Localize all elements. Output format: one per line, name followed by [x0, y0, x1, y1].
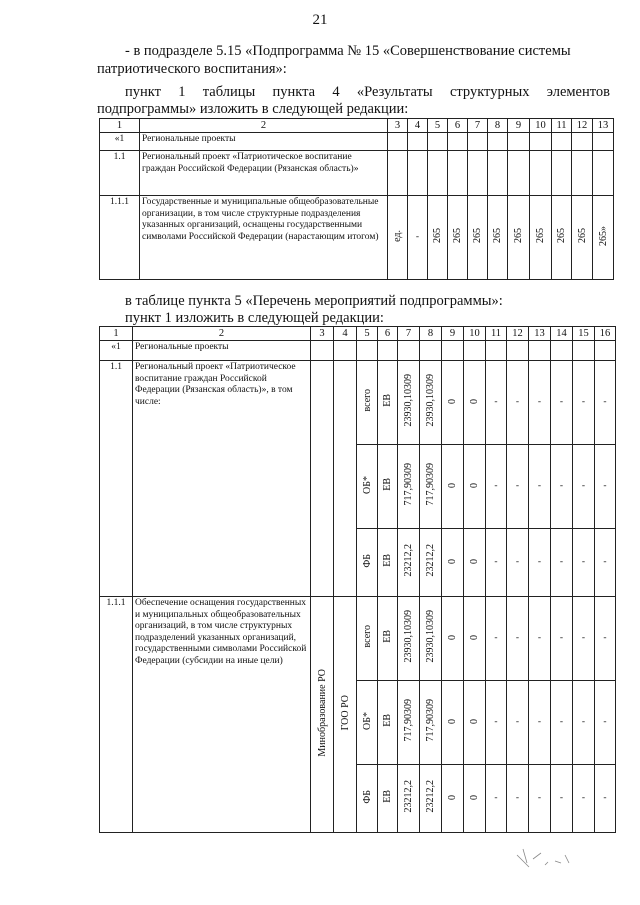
header-cell: 11	[552, 119, 572, 133]
funding-source: ОБ*	[361, 475, 373, 494]
value-cell: 0	[447, 795, 458, 800]
value-cell: 265	[492, 228, 503, 243]
value-cell: 717,90309	[403, 463, 414, 506]
value-cell: -	[595, 445, 616, 529]
activities-table	[99, 326, 616, 833]
code-cell: ЕВ	[382, 554, 393, 567]
intro-line-4: подпрограммы» изложить в следующей редакции:	[97, 101, 409, 117]
row-number: 1.1	[100, 151, 140, 196]
value-cell: 0	[447, 399, 458, 404]
table-row	[100, 151, 614, 196]
intro-line-1: - в подразделе 5.15 «Подпрограмма № 15 «Совершенствование системы	[125, 43, 571, 59]
header-cell: 1	[100, 327, 133, 341]
header-cell: 9	[508, 119, 530, 133]
page-number: 21	[312, 12, 328, 28]
value-cell: -	[486, 597, 507, 681]
value-cell: 717,90309	[403, 699, 414, 742]
header-cell: 2	[140, 119, 388, 133]
code-cell: ЕВ	[382, 394, 393, 407]
value-cell: -	[529, 681, 551, 765]
table-row	[100, 196, 614, 280]
row-number: 1.1.1	[100, 196, 140, 280]
mid-text-line-2: пункт 1 изложить в следующей редакции:	[125, 310, 384, 326]
value-cell: 0	[447, 719, 458, 724]
value-cell: 265	[472, 228, 483, 243]
header-cell: 10	[530, 119, 552, 133]
header-cell: 6	[378, 327, 398, 341]
executor-cell: Минобразование РО	[316, 668, 328, 757]
value-cell: 0	[469, 635, 480, 640]
value-cell: -	[529, 765, 551, 833]
value-cell: -	[529, 361, 551, 445]
value-cell: -	[573, 765, 595, 833]
header-cell: 13	[529, 327, 551, 341]
value-cell: 265	[556, 228, 567, 243]
header-cell: 13	[593, 119, 614, 133]
row-name: Региональные проекты	[133, 341, 311, 361]
value-cell: -	[507, 361, 529, 445]
value-cell: -	[529, 445, 551, 529]
results-table	[99, 118, 614, 280]
header-cell: 7	[468, 119, 488, 133]
code-cell: ЕВ	[382, 478, 393, 491]
header-cell: 14	[551, 327, 573, 341]
header-cell: 4	[334, 327, 357, 341]
value-cell: -	[507, 445, 529, 529]
value-cell: -	[595, 361, 616, 445]
value-cell: 265	[513, 228, 524, 243]
value-cell: -	[573, 681, 595, 765]
value-cell: -	[595, 681, 616, 765]
mid-text-line-1: в таблице пункта 5 «Перечень мероприятий подпрограммы»:	[125, 293, 503, 309]
value-cell: 23930,10309	[403, 374, 414, 427]
value-cell: 265	[576, 228, 588, 243]
value-cell: 0	[469, 559, 480, 564]
header-cell: 8	[420, 327, 442, 341]
value-cell: -	[507, 765, 529, 833]
header-cell: 7	[398, 327, 420, 341]
value-cell: 717,90309	[425, 699, 436, 742]
value-cell: 265»	[597, 225, 609, 246]
row-number: «1	[100, 133, 140, 151]
table-row	[100, 133, 614, 151]
value-cell: 23212,2	[425, 780, 436, 813]
table-header-row	[100, 327, 616, 341]
header-cell: 8	[488, 119, 508, 133]
header-cell: 5	[357, 327, 378, 341]
value-cell: -	[551, 597, 573, 681]
value-cell: 0	[469, 795, 480, 800]
value-cell: 717,90309	[425, 463, 436, 506]
value-cell: -	[595, 765, 616, 833]
value-cell: -	[573, 529, 595, 597]
header-cell: 12	[507, 327, 529, 341]
executor-cell: ГОО РО	[339, 694, 351, 731]
unit-cell: ед.	[392, 229, 403, 242]
table-row	[100, 341, 616, 361]
intro-line-2: патриотического воспитания»:	[97, 61, 287, 77]
value-cell: 0	[447, 483, 458, 488]
value-cell: -	[595, 597, 616, 681]
value-cell: -	[507, 529, 529, 597]
value-cell: 23930,10309	[425, 374, 436, 427]
value-cell: -	[573, 445, 595, 529]
value-cell: -	[573, 361, 595, 445]
value-cell: 23930,10309	[403, 610, 414, 663]
header-cell: 11	[486, 327, 507, 341]
value-cell: -	[551, 529, 573, 597]
row-number: 1.1	[100, 361, 133, 597]
value-cell: -	[507, 681, 529, 765]
value-cell: 23930,10309	[425, 610, 436, 663]
row-name: Региональный проект «Патриотическое воспитание граждан Российской Федерации (Рязанская область)»	[140, 151, 388, 196]
value-cell: -	[486, 445, 507, 529]
header-cell: 1	[100, 119, 140, 133]
value-cell: 0	[469, 399, 480, 404]
value-cell: -	[551, 681, 573, 765]
table-row	[100, 361, 616, 445]
value-cell: -	[408, 196, 428, 280]
value-cell: 23212,2	[403, 780, 414, 813]
intro-line-3: пункт 1 таблицы пункта 4 «Результаты структурных элементов	[125, 84, 610, 100]
header-cell: 2	[133, 327, 311, 341]
value-cell: -	[551, 445, 573, 529]
value-cell: -	[573, 597, 595, 681]
funding-source: всего	[361, 625, 373, 648]
code-cell: ЕВ	[382, 790, 393, 803]
header-cell: 9	[442, 327, 464, 341]
row-name: Региональные проекты	[140, 133, 388, 151]
funding-source: ФБ	[361, 553, 373, 568]
value-cell: -	[486, 765, 507, 833]
funding-source: ОБ*	[361, 711, 373, 730]
value-cell: 0	[447, 635, 458, 640]
value-cell: -	[486, 681, 507, 765]
header-cell: 5	[428, 119, 448, 133]
row-name: Государственные и муниципальные общеобразовательные организации, в том числе структурные подразделения указанных организаций, оснащены государственными символами Российской Федерации (нарастающим итогом)	[140, 196, 388, 280]
row-name: Региональный проект «Патриотическое воспитание граждан Российской Федерации (Рязанская область)», в том числе:	[133, 361, 311, 597]
value-cell: 0	[469, 483, 480, 488]
value-cell: 265	[452, 228, 463, 243]
value-cell: -	[486, 361, 507, 445]
row-number: 1.1.1	[100, 597, 133, 833]
value-cell: 23212,2	[425, 544, 436, 577]
value-cell: -	[486, 529, 507, 597]
value-cell: -	[529, 529, 551, 597]
header-cell: 6	[448, 119, 468, 133]
value-cell: -	[551, 361, 573, 445]
header-cell: 15	[573, 327, 595, 341]
funding-source: ФБ	[361, 789, 373, 804]
code-cell: ЕВ	[382, 630, 393, 643]
value-cell: 265	[432, 228, 443, 243]
value-cell: 265	[535, 228, 546, 243]
table-header-row	[100, 119, 614, 133]
header-cell: 16	[595, 327, 616, 341]
value-cell: -	[551, 765, 573, 833]
header-cell: 3	[388, 119, 408, 133]
row-number: «1	[100, 341, 133, 361]
row-name: Обеспечение оснащения государственных и муниципальных общеобразовательных организаций, в том числе структурных подразделений указанных организаций, государственными символами Российской Федерации (субсидии на иные цели)	[133, 597, 311, 833]
value-cell: -	[507, 597, 529, 681]
header-cell: 3	[311, 327, 334, 341]
value-cell: 0	[447, 559, 458, 564]
header-cell: 12	[572, 119, 593, 133]
value-cell: -	[595, 529, 616, 597]
funding-source: всего	[361, 389, 373, 412]
table-row	[100, 597, 616, 681]
scan-marks	[515, 845, 595, 885]
value-cell: 23212,2	[403, 544, 414, 577]
value-cell: 0	[469, 719, 480, 724]
code-cell: ЕВ	[382, 714, 393, 727]
value-cell: -	[529, 597, 551, 681]
header-cell: 4	[408, 119, 428, 133]
header-cell: 10	[464, 327, 486, 341]
